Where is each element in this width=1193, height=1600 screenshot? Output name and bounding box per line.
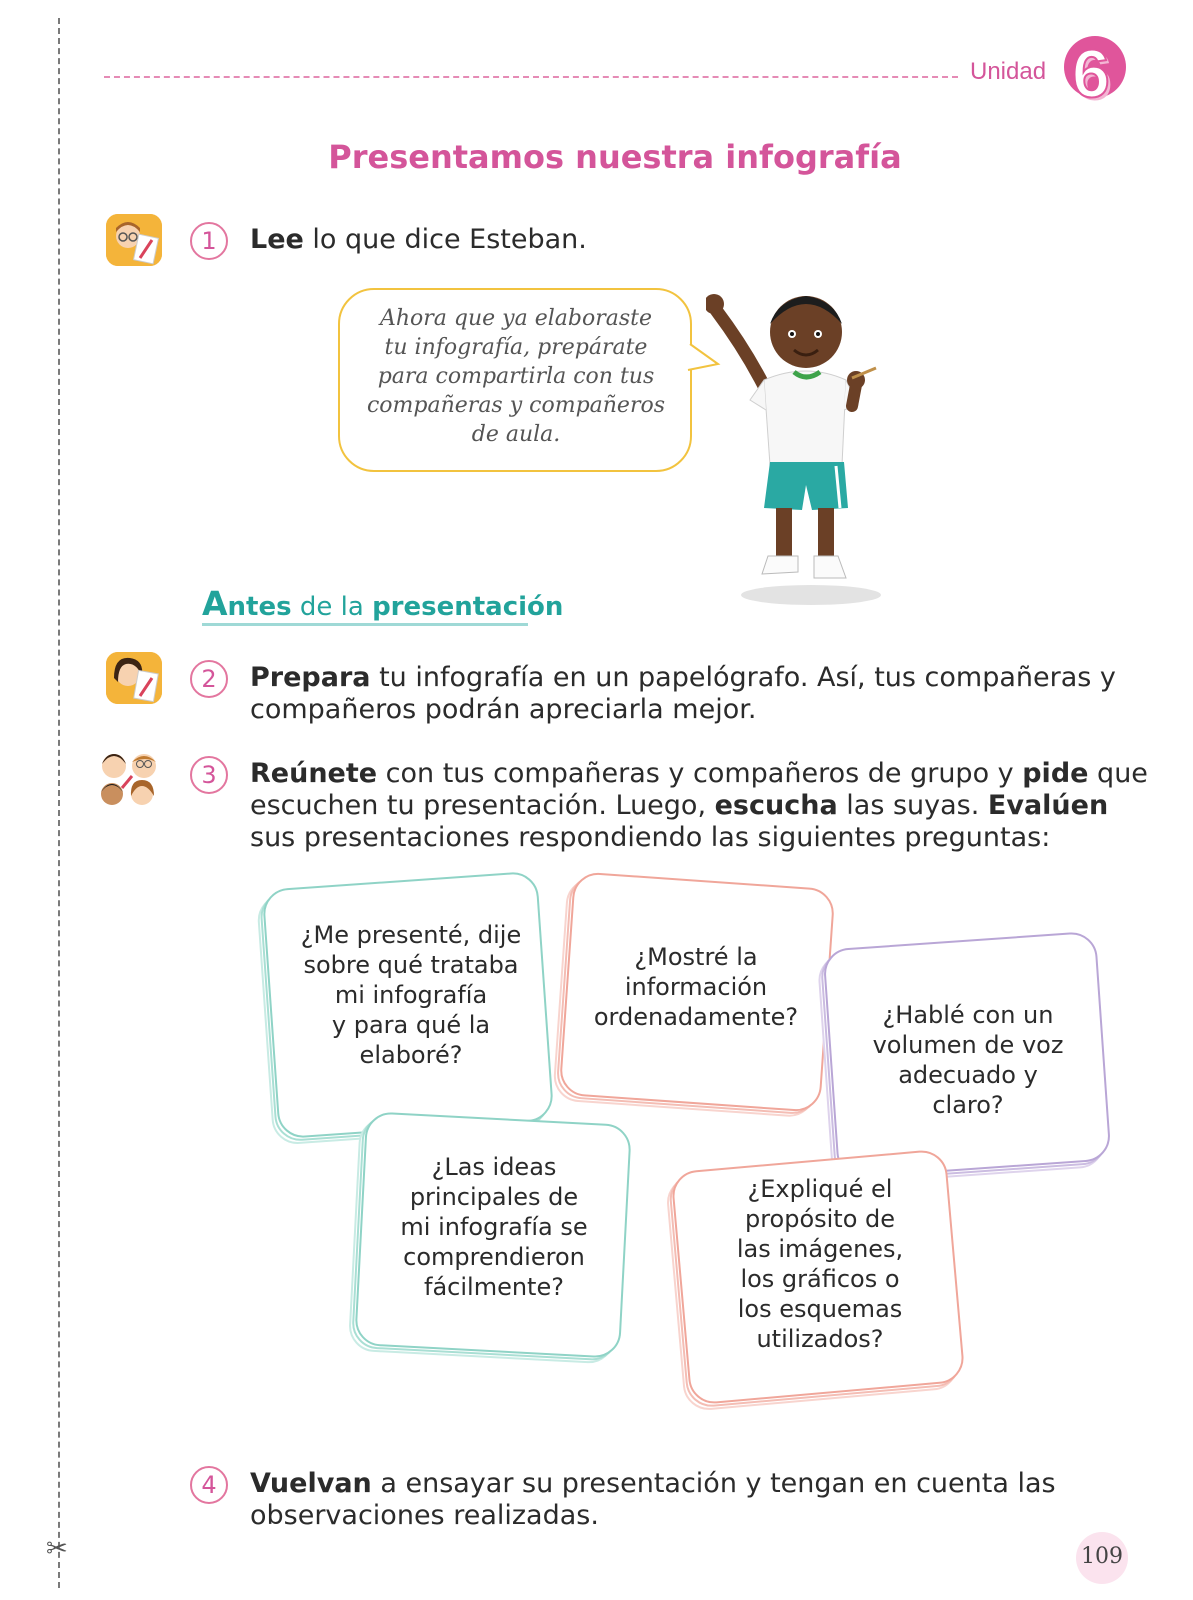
boy-illustration [706, 280, 906, 610]
activity-3-text: Reúnete con tus compañeras y compañeros de grupo y pide que escuchen tu presentación. Luego, escucha las suyas. Evalúen sus presentaciones respondiendo las siguientes preguntas: [250, 758, 1148, 853]
activity-4-number: 4 [190, 1466, 228, 1504]
question-card-3-text: ¿Hablé con un volumen de voz adecuado y claro? [872, 1001, 1064, 1119]
activity-2-number: 2 [190, 660, 228, 698]
reading-icon [106, 214, 162, 266]
unit-number: 6 [1072, 36, 1110, 112]
writing-icon [106, 652, 162, 704]
page-title: Presentamos nuestra infografía [328, 138, 902, 176]
activity-3-number: 3 [190, 756, 228, 794]
cut-line [58, 18, 60, 1588]
activity-1-text: Lee lo que dice Esteban. [250, 224, 587, 255]
activity-1-number: 1 [190, 222, 228, 260]
subtitle-underline [202, 623, 528, 626]
question-card-4-text: ¿Las ideas principales de mi infografía se comprendieron fácilmente? [400, 1153, 588, 1301]
unit-label: Unidad [970, 58, 1047, 85]
speech-bubble-text: Ahora que ya elaboraste tu infografía, prepárate para compartirla con tus compañeras y compañeros de aula. [366, 306, 666, 447]
question-card-1-text: ¿Me presenté, dije sobre qué trataba mi infografía y para qué la elaboré? [300, 921, 522, 1069]
group-icon [96, 748, 162, 812]
question-card-2-text: ¿Mostré la información ordenadamente? [593, 943, 799, 1031]
page-number: 109 [1081, 1544, 1123, 1569]
scissors-icon: ✂ [46, 1534, 68, 1564]
activity-4-text: Vuelvan a ensayar su presentación y tengan en cuenta las observaciones realizadas. [250, 1468, 1056, 1531]
activity-2-text: Prepara tu infografía en un papelógrafo. Así, tus compañeras y compañeros podrán apreciarla mejor. [250, 662, 1116, 725]
section-subtitle: Antes de la presentación [202, 584, 564, 623]
question-card-5-text: ¿Expliqué el propósito de las imágenes, los gráficos o los esquemas utilizados? [736, 1175, 904, 1353]
header-divider [104, 76, 958, 78]
